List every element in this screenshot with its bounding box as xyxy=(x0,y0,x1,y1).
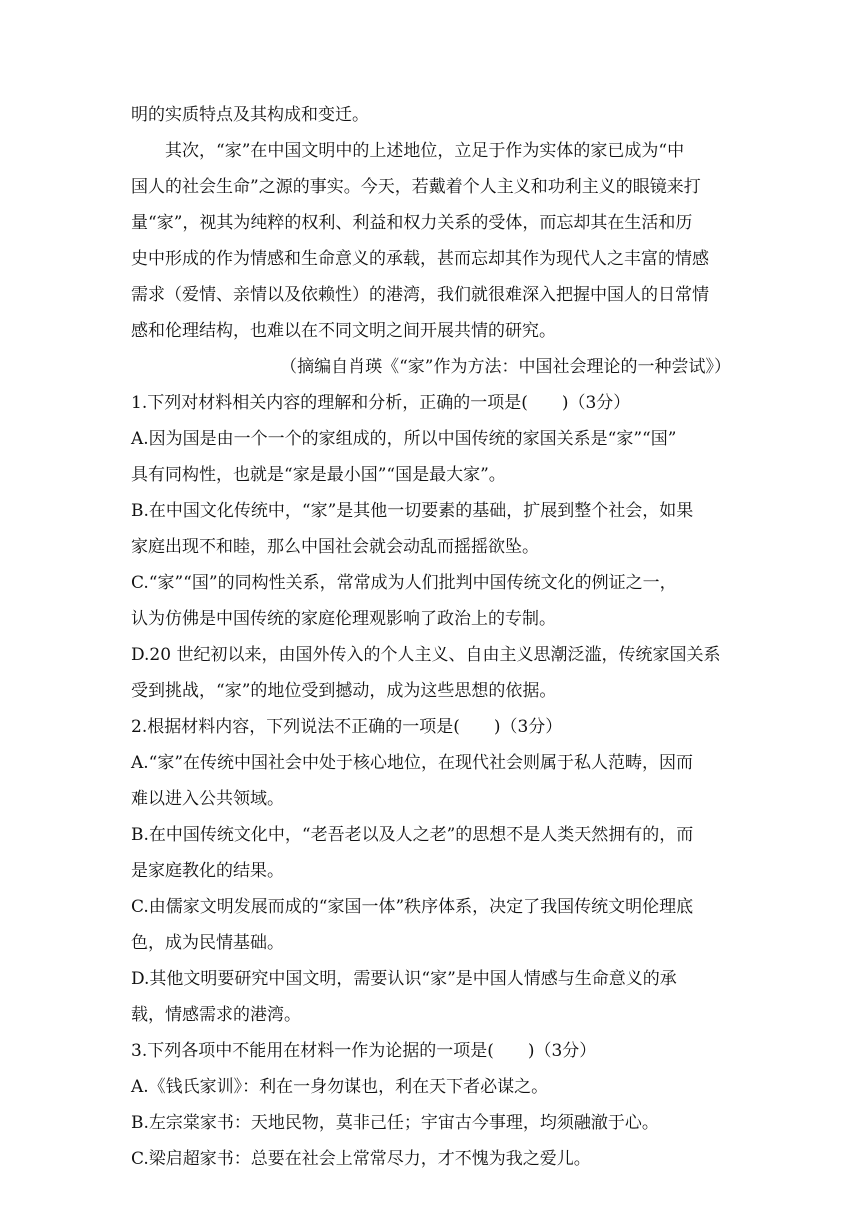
question-1-option-c: C.“家”“国”的同构性关系，常常成为人们批判中国传统文化的例证之一， xyxy=(131,573,677,593)
passage-line: 其次，“家”在中国文明中的上述地位，立足于作为实体的家已成为“中 xyxy=(165,141,685,161)
question-1-option-d-cont: 受到挑战，“家”的地位受到撼动，成为这些思想的依据。 xyxy=(131,681,557,701)
question-1-option-b-cont: 家庭出现不和睦，那么中国社会就会动乱而摇摇欲坠。 xyxy=(131,537,539,557)
passage-line: 感和伦理结构，也难以在不同文明之间开展共情的研究。 xyxy=(131,321,556,341)
passage-line: 明的实质特点及其构成和变迁。 xyxy=(131,105,369,125)
question-3-option-b: B.左宗棠家书：天地民物，莫非己任；宇宙古今事理，均须融澈于心。 xyxy=(131,1113,659,1133)
question-1-option-b: B.在中国文化传统中，“家”是其他一切要素的基础，扩展到整个社会，如果 xyxy=(131,501,694,521)
question-2-option-c-cont: 色，成为民情基础。 xyxy=(131,933,284,953)
question-1-option-a-cont: 具有同构性，也就是“家是最小国”“国是最大家”。 xyxy=(131,465,506,485)
passage-line: 量“家”，视其为纯粹的权利、利益和权力关系的受体，而忘却其在生活和历 xyxy=(131,213,693,233)
passage-line: 国人的社会生命”之源的事实。今天，若戴着个人主义和功利主义的眼镜来打 xyxy=(131,177,701,197)
question-2-option-b-cont: 是家庭教化的结果。 xyxy=(131,861,284,881)
question-2-option-a-cont: 难以进入公共领域。 xyxy=(131,789,284,809)
question-2-option-c: C.由儒家文明发展而成的“家国一体”秩序体系，决定了我国传统文明伦理底 xyxy=(131,897,694,917)
question-2-option-b: B.在中国传统文化中，“老吾老以及人之老”的思想不是人类天然拥有的，而 xyxy=(131,825,694,845)
question-1-option-c-cont: 认为仿佛是中国传统的家庭伦理观影响了政治上的专制。 xyxy=(131,609,556,629)
question-3-option-c: C.梁启超家书：总要在社会上常常尽力，才不愧为我之爱儿。 xyxy=(131,1149,591,1169)
question-3-option-a: A.《钱氏家训》：利在一身勿谋也，利在天下者必谋之。 xyxy=(131,1077,549,1097)
question-2-option-d: D.其他文明要研究中国文明，需要认识“家”是中国人情感与生命意义的承 xyxy=(131,969,677,989)
question-1-option-a: A.因为国是由一个一个的家组成的，所以中国传统的家国关系是“家”“国” xyxy=(131,429,677,449)
passage-line: 史中形成的作为情感和生命意义的承载，甚而忘却其作为现代人之丰富的情感 xyxy=(131,249,709,269)
passage-line: 需求（爱情、亲情以及依赖性）的港湾，我们就很难深入把握中国人的日常情 xyxy=(131,285,709,305)
question-2-option-d-cont: 载，情感需求的港湾。 xyxy=(131,1005,301,1025)
passage-source: （摘编自肖瑛《“家”作为方法：中国社会理论的一种尝试》） xyxy=(280,357,731,377)
question-1-option-d: D.20 世纪初以来，由国外传入的个人主义、自由主义思潮泛滥，传统家国关系 xyxy=(131,645,721,665)
question-3-stem: 3.下列各项中不能用在材料一作为论据的一项是( )（3分） xyxy=(131,1041,597,1061)
question-1-stem: 1.下列对材料相关内容的理解和分析，正确的一项是( )（3分） xyxy=(131,393,631,413)
question-2-stem: 2.根据材料内容，下列说法不正确的一项是( )（3分） xyxy=(131,717,563,737)
question-2-option-a: A.“家”在传统中国社会中处于核心地位，在现代社会则属于私人范畴，因而 xyxy=(131,753,694,773)
